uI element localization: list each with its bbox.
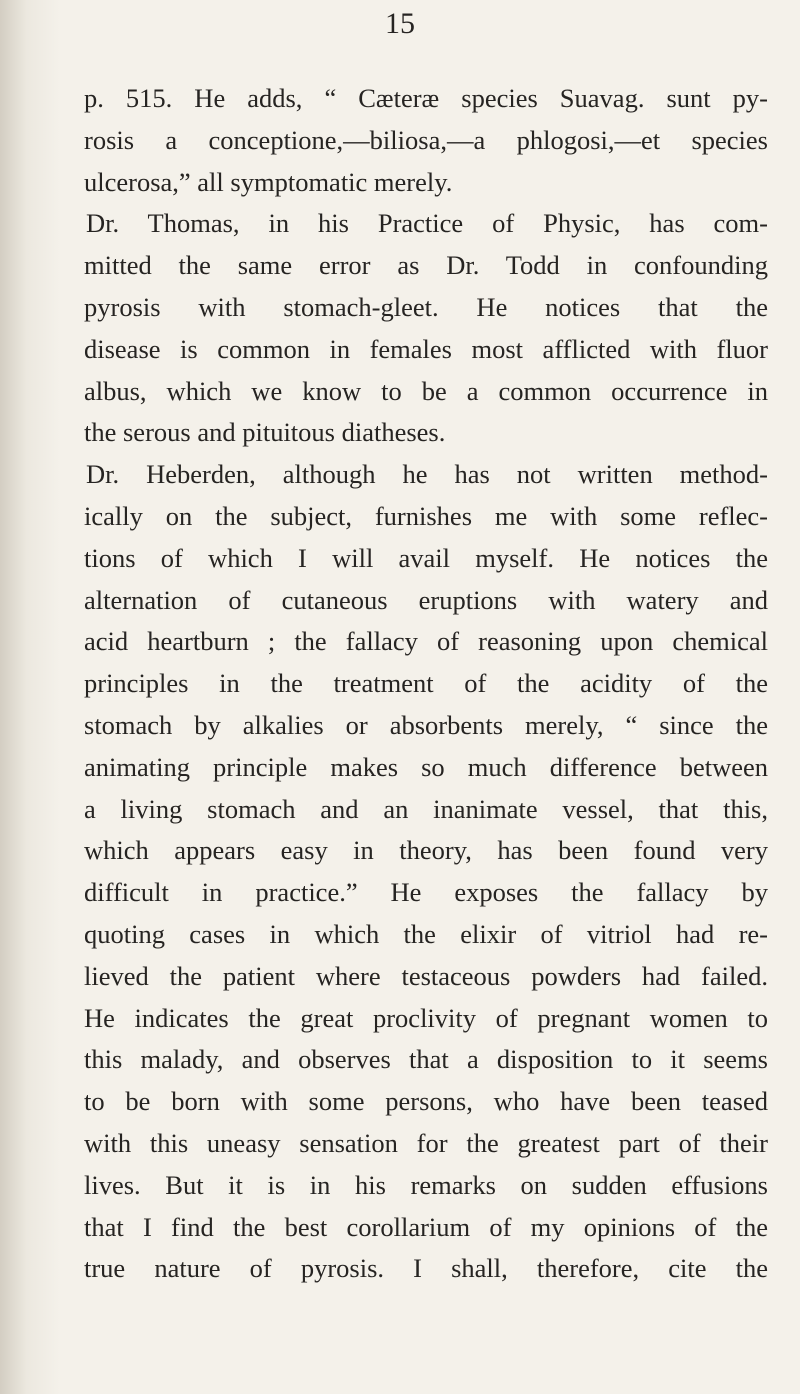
text-line: Dr. Thomas, in his Practice of Physic, has com- [86, 208, 768, 239]
text-line: lieved the patient where testaceous powders had failed. [84, 960, 768, 991]
text-line: mitted the same error as Dr. Todd in confounding [84, 250, 768, 281]
text-line: a living stomach and an inanimate vessel, that this, [84, 793, 768, 824]
text-line: difficult in practice.” He exposes the fallacy by [84, 877, 768, 908]
page-edge-shadow [0, 0, 60, 1394]
body-text [84, 78, 768, 1290]
text-line: albus, which we know to be a common occurrence in [84, 375, 768, 406]
text-line: alternation of cutaneous eruptions with watery and [84, 584, 768, 615]
text-line: this malady, and observes that a disposition to it seems [84, 1044, 768, 1075]
text-line: rosis a conceptione,—biliosa,—a phlogosi,—et species [84, 124, 768, 155]
text-line: pyrosis with stomach-gleet. He notices that the [84, 291, 768, 322]
text-line: disease is common in females most afflicted with fluor [84, 333, 768, 364]
text-line: Dr. Heberden, although he has not written method- [86, 459, 768, 490]
text-line: principles in the treatment of the acidity of the [84, 668, 768, 699]
text-line: quoting cases in which the elixir of vitriol had re- [84, 918, 768, 949]
text-line: He indicates the great proclivity of pregnant women to [84, 1002, 768, 1033]
text-line: acid heartburn ; the fallacy of reasoning upon chemical [84, 626, 768, 657]
text-line: stomach by alkalies or absorbents merely, “ since the [84, 709, 768, 740]
text-line: that I find the best corollarium of my opinions of the [84, 1211, 768, 1242]
text-line: animating principle makes so much difference between [84, 751, 768, 782]
text-line: lives. But it is in his remarks on sudden effusions [84, 1169, 768, 1200]
text-line: ically on the subject, furnishes me with some reflec- [84, 500, 768, 531]
text-line: p. 515. He adds, “ Cæteræ species Suavag. sunt py- [84, 83, 768, 113]
text-line: true nature of pyrosis. I shall, therefore, cite the [84, 1253, 768, 1284]
page-number: 15 [385, 7, 415, 40]
text-line: to be born with some persons, who have been teased [84, 1086, 768, 1117]
text-line: with this uneasy sensation for the greatest part of their [84, 1127, 768, 1158]
text-line: which appears easy in theory, has been found very [84, 835, 768, 866]
text-line: the serous and pituitous diatheses. [84, 417, 446, 448]
text-line: ulcerosa,” all symptomatic merely. [84, 166, 453, 197]
text-line: tions of which I will avail myself. He notices the [84, 542, 768, 573]
